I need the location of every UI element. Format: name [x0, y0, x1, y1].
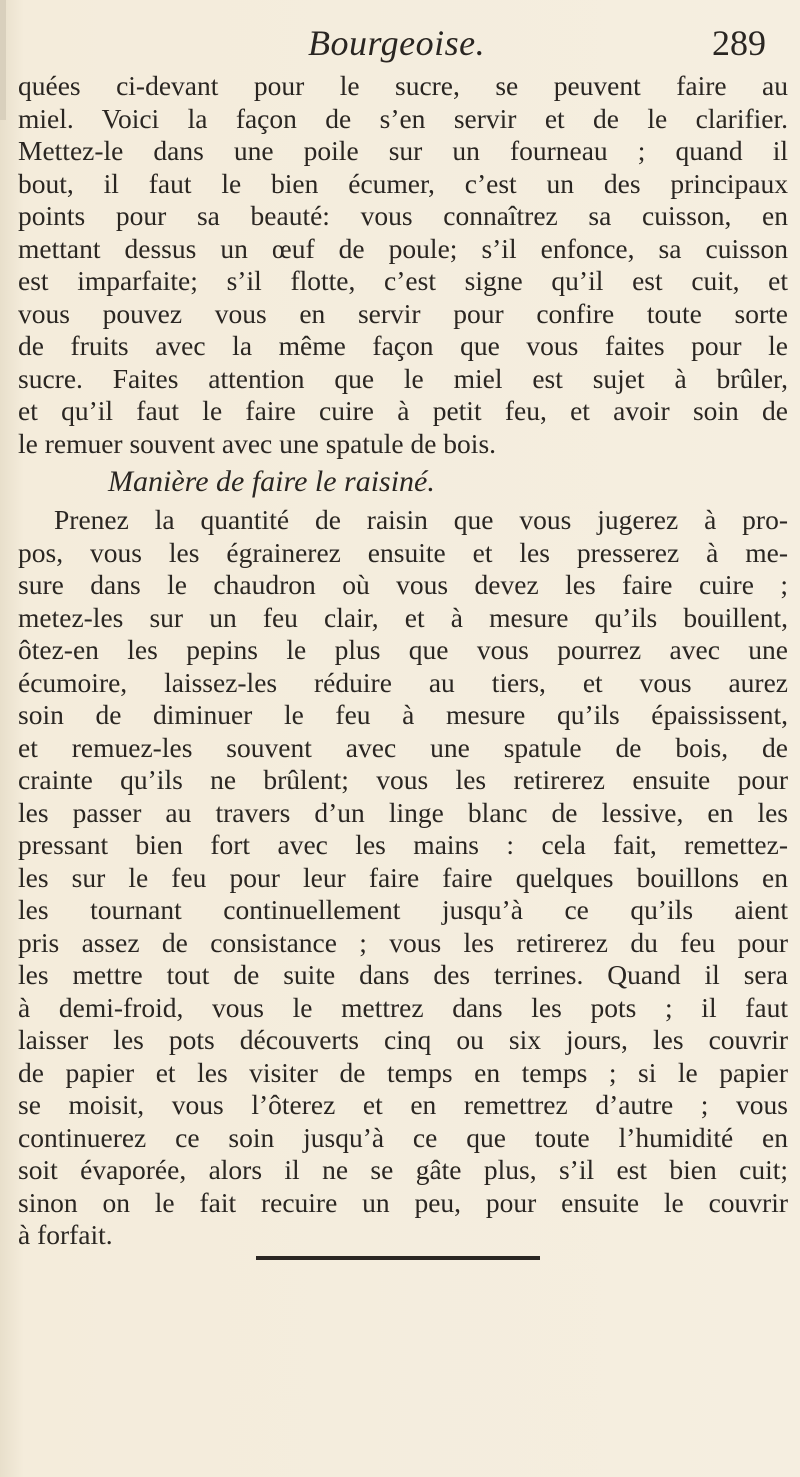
text-line: vous pouvez vous en servir pour confire toute sorte	[18, 297, 788, 329]
text-line: pressant bien fort avec les mains : cela fait, remettez-	[18, 829, 788, 860]
text-line: et remuez-les souvent avec une spatule de bois, de	[18, 731, 788, 763]
text-line: metez-les sur un feu clair, et à mesure qu’ils bouillent,	[18, 601, 788, 633]
paragraph-raisine	[18, 504, 788, 1252]
text-line: ôtez-en les pepins le plus que vous pourrez avec une	[18, 634, 788, 665]
text-line: crainte qu’ils ne brûlent; vous les retirerez ensuite pour	[18, 764, 788, 795]
text-line: le remuer souvent avec une spatule de bois.	[18, 427, 497, 459]
running-head	[0, 22, 800, 66]
text-line: les mettre tout de suite dans des terrines. Quand il sera	[18, 959, 788, 990]
text-line: bout, il faut le bien écumer, c’est un des principaux	[18, 167, 788, 199]
running-head-title: Bourgeoise.	[308, 23, 486, 63]
text-line: les sur le feu pour leur faire faire quelques bouillons en	[18, 861, 788, 893]
text-line: sure dans le chaudron où vous devez les faire cuire ;	[18, 569, 788, 600]
text-line: Prenez la quantité de raisin que vous jugerez à pro-	[54, 504, 788, 535]
text-line: sinon on le fait recuire un peu, pour ensuite le couvrir	[18, 1186, 788, 1218]
paragraph-honey	[18, 70, 788, 460]
text-line: écumoire, laissez-les réduire au tiers, et vous aurez	[18, 666, 788, 698]
section-heading: Manière de faire le raisiné.	[108, 465, 435, 498]
text-line: est imparfaite; s’il flotte, c’est signe qu’il est cuit, et	[18, 265, 788, 296]
text-line: à forfait.	[18, 1219, 113, 1250]
text-line: pos, vous les égrainerez ensuite et les presserez à me-	[18, 536, 788, 568]
text-line: mettant dessus un œuf de poule; s’il enfonce, sa cuisson	[18, 232, 788, 264]
text-line: de papier et les visiter de temps en temps ; si le papier	[18, 1056, 788, 1088]
text-line: laisser les pots découverts cinq ou six jours, les couvrir	[18, 1024, 788, 1055]
section-divider	[256, 1256, 540, 1260]
text-line: de fruits avec la même façon que vous faites pour le	[18, 330, 788, 361]
text-line: les passer au travers d’un linge blanc de lessive, en les	[18, 796, 788, 828]
text-line: pris assez de consistance ; vous les retirerez du feu pour	[18, 926, 788, 958]
text-line: soin de diminuer le feu à mesure qu’ils épaississent,	[18, 699, 788, 730]
text-line: et qu’il faut le faire cuire à petit feu, et avoir soin de	[18, 395, 788, 426]
text-line: points pour sa beauté: vous connaîtrez sa cuisson, en	[18, 200, 788, 231]
page-number: 289	[712, 23, 766, 63]
text-line: Mettez-le dans une poile sur un fourneau ; quand il	[18, 135, 788, 166]
page-body	[18, 70, 788, 1252]
text-line: se moisit, vous l’ôterez et en remettrez d’autre ; vous	[18, 1089, 788, 1120]
text-line: à demi-froid, vous le mettrez dans les pots ; il faut	[18, 991, 788, 1023]
text-line: continuerez ce soin jusqu’à ce que toute l’humidité en	[18, 1121, 788, 1153]
text-line: quées ci-devant pour le sucre, se peuvent faire au	[18, 70, 788, 101]
text-line: miel. Voici la façon de s’en servir et de le clarifier.	[18, 102, 788, 134]
text-line: sucre. Faites attention que le miel est sujet à brûler,	[18, 362, 788, 394]
text-line: les tournant continuellement jusqu’à ce qu’ils aient	[18, 894, 788, 925]
text-line: soit évaporée, alors il ne se gâte plus, s’il est bien cuit;	[18, 1154, 788, 1185]
